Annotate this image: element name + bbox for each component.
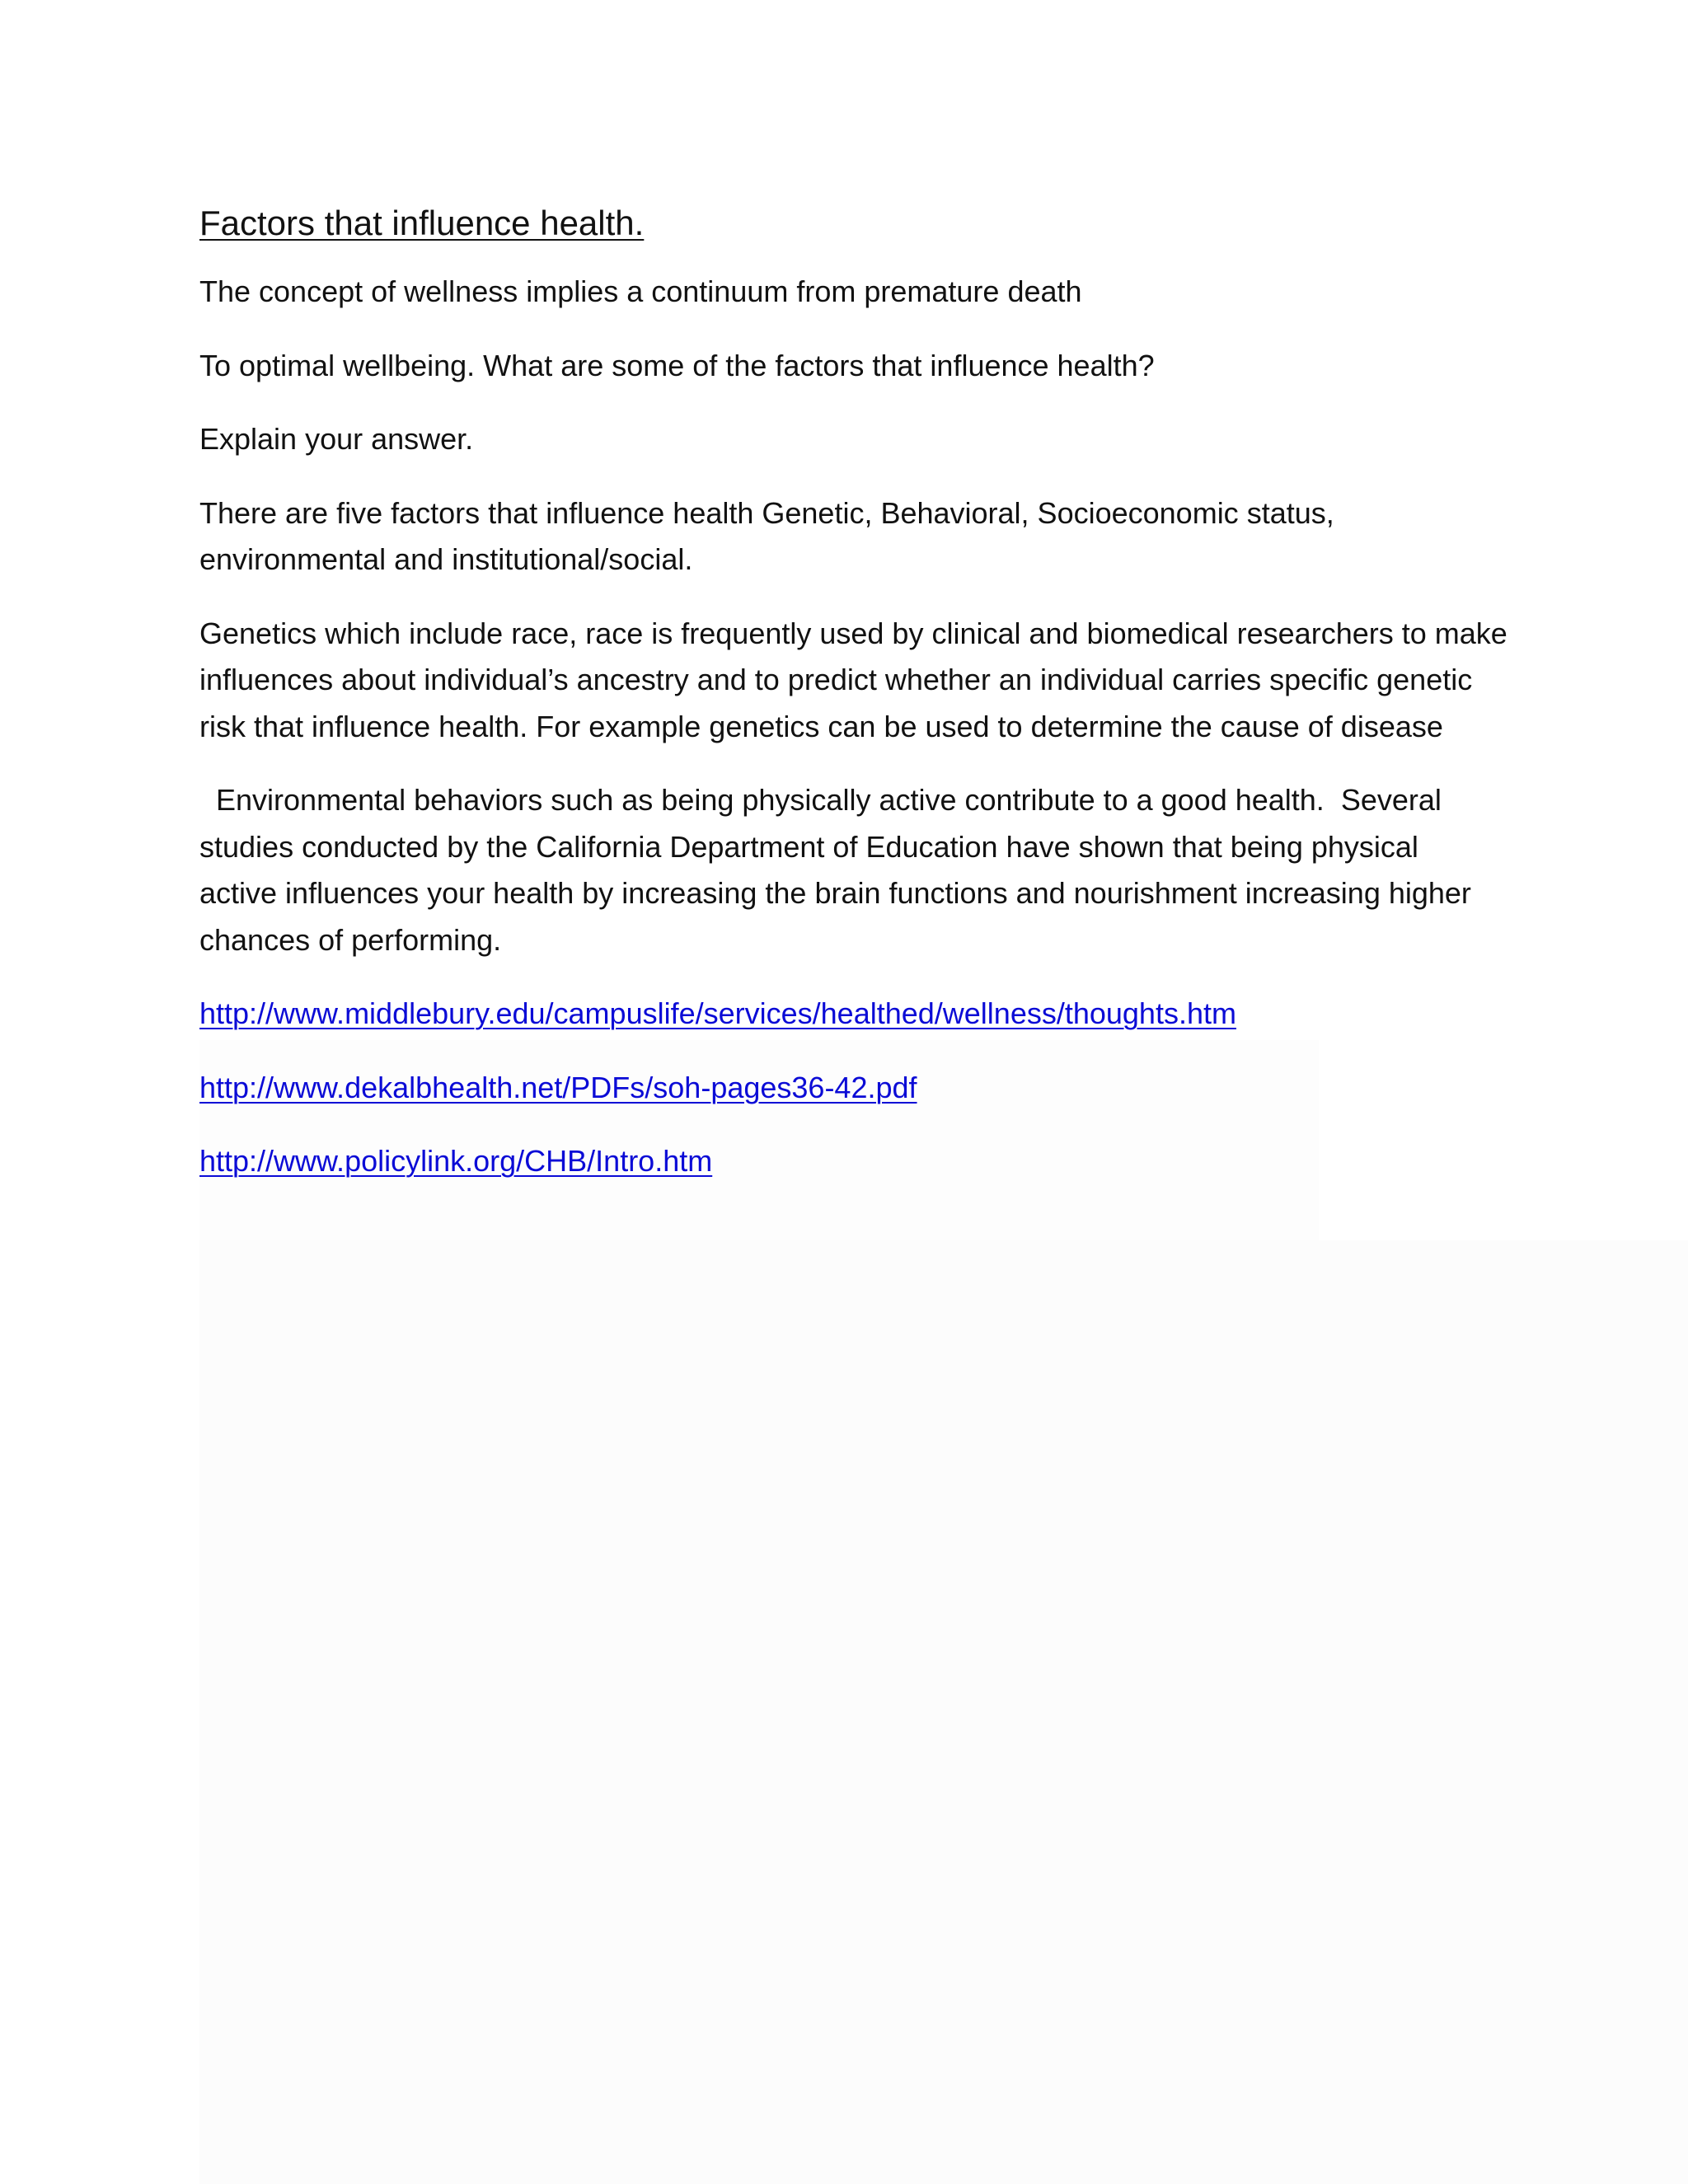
- link-policylink[interactable]: http://www.policylink.org/CHB/Intro.htm: [199, 1144, 713, 1178]
- paragraph-environmental: Environmental behaviors such as being physically active contribute to a good health. Several studies conducted by the California Department of Education have shown that being physical active influences your health by increasing the brain functions and nourishment increasing higher chances of performing.: [199, 783, 1479, 957]
- link-dekalbhealth[interactable]: http://www.dekalbhealth.net/PDFs/soh-pages36-42.pdf: [199, 1070, 917, 1104]
- paragraph-instruction: Explain your answer.: [199, 422, 474, 456]
- page-shading-lower: [199, 1240, 1688, 2184]
- paragraph-five-factors: There are five factors that influence health Genetic, Behavioral, Socioeconomic status, environmental and institutional/social.: [199, 495, 1343, 576]
- document-title: Factors that influence health.: [199, 204, 645, 242]
- document-body: [199, 196, 1518, 1212]
- paragraph-genetics: Genetics which include race, race is frequently used by clinical and biomedical researchers to make influences about individual’s ancestry and to predict whether an individual carries specific genetic risk that influence health. For example genetics can be used to determine the cause of disease: [199, 616, 1516, 743]
- link-middlebury[interactable]: http://www.middlebury.edu/campuslife/services/healthed/wellness/thoughts.htm: [199, 996, 1236, 1030]
- paragraph-intro: The concept of wellness implies a continuum from premature death: [199, 274, 1082, 308]
- paragraph-question: To optimal wellbeing. What are some of the factors that influence health?: [199, 348, 1155, 382]
